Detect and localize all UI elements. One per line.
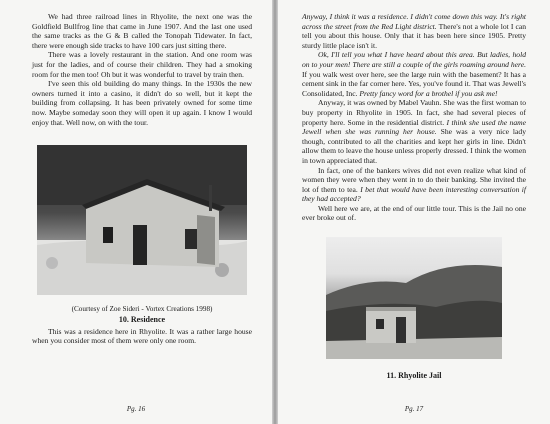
residence-photo (37, 145, 247, 295)
right-p2-italic: Ok, I'll tell you what I have heard about this area. But ladies, hold on to your men! There are still a couple of the girls roaming around here. (302, 50, 526, 69)
photo-title-jail: 11. Rhyolite Jail (386, 371, 442, 381)
left-paragraph-1: We had three railroad lines in Rhyolite, the next one was the Goldfield Bullfrog line that came in June 1907. And the last one used the same tracks as the G & B called the Tonopah Tidewater. In fact, there were enough side tracks to have 100 cars just sitting there. (32, 12, 252, 50)
jail-photo-image (326, 237, 502, 359)
right-p2-italic-end: Pretty fancy word for a brothel if you ask me! (357, 88, 498, 98)
right-p4-text: In fact, one of the bankers wives did not even realize what kind of women they were when they went in to do their banking. She invited the lot of them to tea. (302, 165, 526, 194)
right-p3-text-end: She was a very nice lady though, contributed to all the charities and kept her girls in line. Didn't allow them to leave the house unless properly dressed. I think the women in town appreciated that. (302, 127, 526, 165)
right-page (278, 0, 550, 424)
residence-photo-image (37, 145, 247, 295)
right-paragraph-2 (302, 50, 526, 98)
right-p3-italic: I think she used the name Jewell when she was running her house. (302, 117, 526, 137)
photo-title-residence: 10. Residence (118, 314, 166, 324)
jail-photo (326, 237, 502, 359)
right-paragraph-3 (302, 98, 526, 165)
right-p2-text: If you walk west over here, see the large ruin with the basement? It has a cement sink in the far corner here. Yes, you've found it. That was Jewell's Consolidated, Inc. (302, 69, 526, 98)
right-p1-italic: Anyway, I think it was a residence. I didn't come down this way. It's right across the street from the Red Light district. (302, 12, 526, 31)
right-paragraph-1 (302, 12, 526, 50)
right-paragraph-4 (302, 166, 526, 204)
right-paragraph-5: Well here we are, at the end of our little tour. This is the Jail no one ever broke out of. (302, 203, 526, 223)
right-p1-text: There's not a whole lot I can tell you about this house. Only that it has been here since 1905. Pretty sturdy little place isn't it. (302, 21, 526, 50)
page-number-right: Pg. 17 (404, 405, 424, 414)
page-number-left: Pg. 16 (126, 405, 146, 414)
right-p3-text: Anyway, it was owned by Mabel Vauhn. She was the first woman to buy property in Rhyolite in 1905. In fact, she had several pieces of property here. Some in the residential district. (302, 98, 526, 127)
left-page (0, 0, 272, 424)
left-paragraph-3: I've seen this old building do many things. In the 1930s the new owners turned it into a casino, it didn't do so well, but it kept the building from collapsing. It has been privately owned for some time now. Maybe someday soon they will open it up again. I know I would enjoy that. Well now, on with the tour. (32, 79, 252, 127)
residence-description: This was a residence here in Rhyolite. It was a rather large house when you consider most of them were only one room. (32, 326, 252, 346)
left-paragraph-2: There was a lovely restaurant in the station. And one room was just for the ladies, and of course their children. They had a smoking room for the men too! Oh but it was wonderful to travel by train then. (32, 50, 252, 79)
right-p4-italic: I bet that would have been interesting conversation if they had accepted? (302, 184, 526, 204)
photo-credit: (Courtesy of Zoe Sideri - Vortex Creations 1998) (71, 305, 213, 314)
